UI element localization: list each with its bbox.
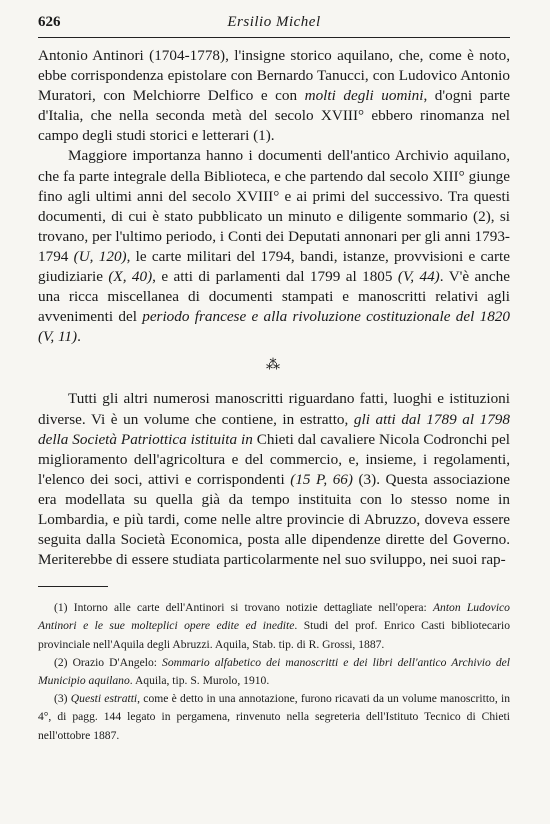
section-break-asterism: ⁂ bbox=[266, 358, 282, 374]
paragraph bbox=[38, 146, 510, 347]
text-run: (2) Orazio D'Angelo: bbox=[54, 655, 163, 669]
paragraph bbox=[38, 46, 510, 146]
text-run: . Studi del prof. Enrico Casti bibliotecario provinciale nell'Aquila degli Abruzzi. Aquila, Stab. tip. di R. Grossi, 1887. bbox=[38, 619, 511, 651]
text-run: Chieti dal cavaliere Nicola Codronchi pel miglioramento dell'agricoltura e del commercio, e, insieme, i regolamenti, l'elenco dei soci, attivi e corrispondenti bbox=[38, 430, 510, 488]
italic-run: periodo francese e alla rivoluzione costituzionale del 1820 (V, 11) bbox=[38, 308, 510, 346]
text-run: (3) bbox=[54, 692, 71, 706]
running-head: Ersilio Michel bbox=[227, 14, 321, 30]
page-header bbox=[38, 12, 510, 40]
paragraph bbox=[38, 389, 510, 570]
text-run: (1) Intorno alle carte dell'Antinori si trovano notizie dettagliate nell'opera: bbox=[54, 601, 433, 615]
text-run: Tutti gli altri numerosi manoscritti riguardano fatti, luoghi e istituzioni diverse. Vi è un volume che contiene, in estratto, bbox=[38, 390, 510, 428]
italic-run: Sommario alfabetico dei manoscritti e dei libri dell'antico Archivio del Municipio aquilano bbox=[38, 655, 510, 688]
italic-run: (X, 40) bbox=[108, 268, 153, 286]
page-number: 626 bbox=[38, 14, 61, 30]
body-text bbox=[38, 46, 510, 570]
footnote-rule bbox=[38, 586, 108, 587]
text-run: (3). Questa associazione era modellata su quella già da tempo instituita con lo stesso nome in Lombardia, e più tardi, come nelle altre provincie di Abruzzo, doveva essere seguita dalla Società Economica, posta alle dipendenze dirette del Governo. Meriterebbe di essere studiata particolarmente nel suo sviluppo, nei suoi rap- bbox=[38, 470, 510, 569]
header-rule bbox=[38, 37, 510, 38]
italic-run: Anton Ludovico Antinori e le sue molteplici opere edite ed inedite bbox=[38, 601, 510, 633]
text-run: Maggiore importanza hanno i documenti dell'antico Archivio aquilano, che fa parte integrale della Biblioteca, e che partendo dal secolo XIII° giunge fino agli ultimi anni del secolo XVIII° e ai primi del successivo. Tra questi documenti, di cui è stato pubblicato un minuto e diligente sommario (2), si trovano, per l'ultimo periodo, i Conti dei Deputati annonari per gli anni 1793-1794 bbox=[38, 147, 510, 265]
text-run: , come è detto in una annotazione, furono ricavati da un volume manoscritto, in 4°, di pagg. 144 legato in pergamena, rinvenuto nella segreteria dell'Istituto Tecnico di Chieti nell'ottobre 1887. bbox=[38, 692, 511, 742]
text-run: . Aquila, tip. S. Murolo, 1910. bbox=[129, 674, 270, 688]
text-run: , le carte militari del 1794, bandi, istanze, provvisioni e carte giudiziarie bbox=[38, 247, 511, 286]
footnote bbox=[38, 690, 510, 745]
footnote bbox=[38, 599, 510, 654]
footnotes bbox=[38, 599, 510, 745]
italic-run: (U, 120) bbox=[73, 247, 127, 265]
book-page bbox=[38, 12, 510, 745]
text-run: Antonio Antinori (1704-1778), l'insigne storico aquilano, che, come è noto, ebbe corrispondenza epistolare con Bernardo Tanucci, con Ludovico Antonio Muratori, con Melchiorre Delfico e con bbox=[38, 47, 510, 105]
italic-run: Questi estratti bbox=[70, 692, 138, 706]
text-run: . V'è anche una ricca miscellanea di documenti stampati e manoscritti relativi agli avvenimenti del bbox=[38, 268, 510, 326]
text-run: , e atti di parlamenti dal 1799 al 1805 bbox=[152, 268, 398, 286]
text-run: . bbox=[77, 328, 81, 346]
italic-run: (15 P, 66) bbox=[290, 470, 353, 488]
text-run: , d'ogni parte d'Italia, che nella seconda metà del secolo XVIII° ebbero rinomanza nel campo degli studi storici e letterari (1). bbox=[38, 87, 511, 145]
footnote bbox=[38, 654, 510, 690]
italic-run: molti degli uomini bbox=[304, 87, 424, 105]
italic-run: (V, 44) bbox=[397, 268, 440, 286]
italic-run: gli atti dal 1789 al 1798 della Società Patriottica istituita in bbox=[38, 410, 510, 448]
